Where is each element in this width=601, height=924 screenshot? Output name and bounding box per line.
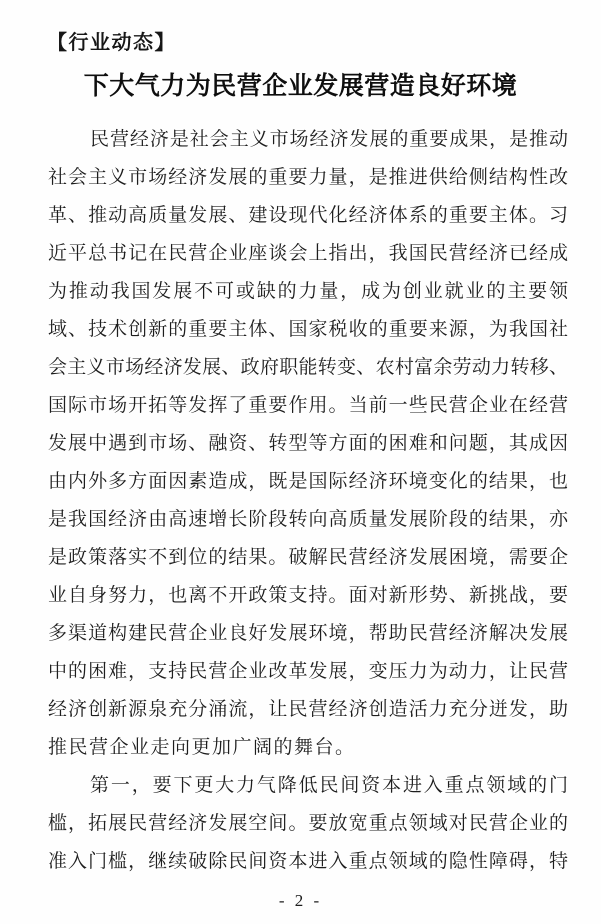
text-line: 是我国经济由高速增长阶段转向高质量发展阶段的结果，亦 <box>48 509 568 530</box>
section-tag: 【行业动态】 <box>47 32 176 54</box>
text-line: 是政策落实不到位的结果。破解民营经济发展困境，需要企 <box>48 547 568 568</box>
text-line: 第一，要下更大力气降低民间资本进入重点领域的门 <box>90 775 568 796</box>
text-line: 国际市场开拓等发挥了重要作用。当前一些民营企业在经营 <box>48 395 568 416</box>
text-line: 由内外多方面因素造成，既是国际经济环境变化的结果，也 <box>48 471 568 492</box>
text-line: 发展中遇到市场、融资、转型等方面的困难和问题，其成因 <box>48 433 568 454</box>
document-title: 下大气力为民营企业发展营造良好环境 <box>83 73 518 100</box>
text-line: 社会主义市场经济发展的重要力量，是推进供给侧结构性改 <box>48 167 568 188</box>
text-line: 槛，拓展民营经济发展空间。要放宽重点领域对民营企业的 <box>48 813 568 834</box>
text-line: 中的困难，支持民营企业改革发展，变压力为动力，让民营 <box>48 661 568 682</box>
text-line: 推民营企业走向更加广阔的舞台。 <box>48 737 356 758</box>
text-line: 革、推动高质量发展、建设现代化经济体系的重要主体。习 <box>48 205 568 226</box>
text-line: 域、技术创新的重要主体、国家税收的重要来源，为我国社 <box>48 319 568 340</box>
text-line: 为推动我国发展不可或缺的力量，成为创业就业的主要领 <box>48 281 568 302</box>
text-line: 会主义市场经济发展、政府职能转变、农村富余劳动力转移、 <box>48 357 568 378</box>
body-text <box>48 121 568 881</box>
text-line: 业自身努力，也离不开政策支持。面对新形势、新挑战，要 <box>48 585 568 606</box>
paragraph <box>48 767 568 881</box>
text-line: 多渠道构建民营企业良好发展环境，帮助民营经济解决发展 <box>48 623 568 644</box>
text-line: 民营经济是社会主义市场经济发展的重要成果，是推动 <box>90 129 568 150</box>
page-number: - 2 - <box>278 891 323 910</box>
text-line: 近平总书记在民营企业座谈会上指出，我国民营经济已经成 <box>48 243 568 264</box>
text-line: 经济创新源泉充分涌流，让民营经济创造活力充分迸发，助 <box>48 699 568 720</box>
text-line: 准入门槛，继续破除民间资本进入重点领域的隐性障碍，特 <box>48 851 568 872</box>
paragraph <box>48 121 568 767</box>
